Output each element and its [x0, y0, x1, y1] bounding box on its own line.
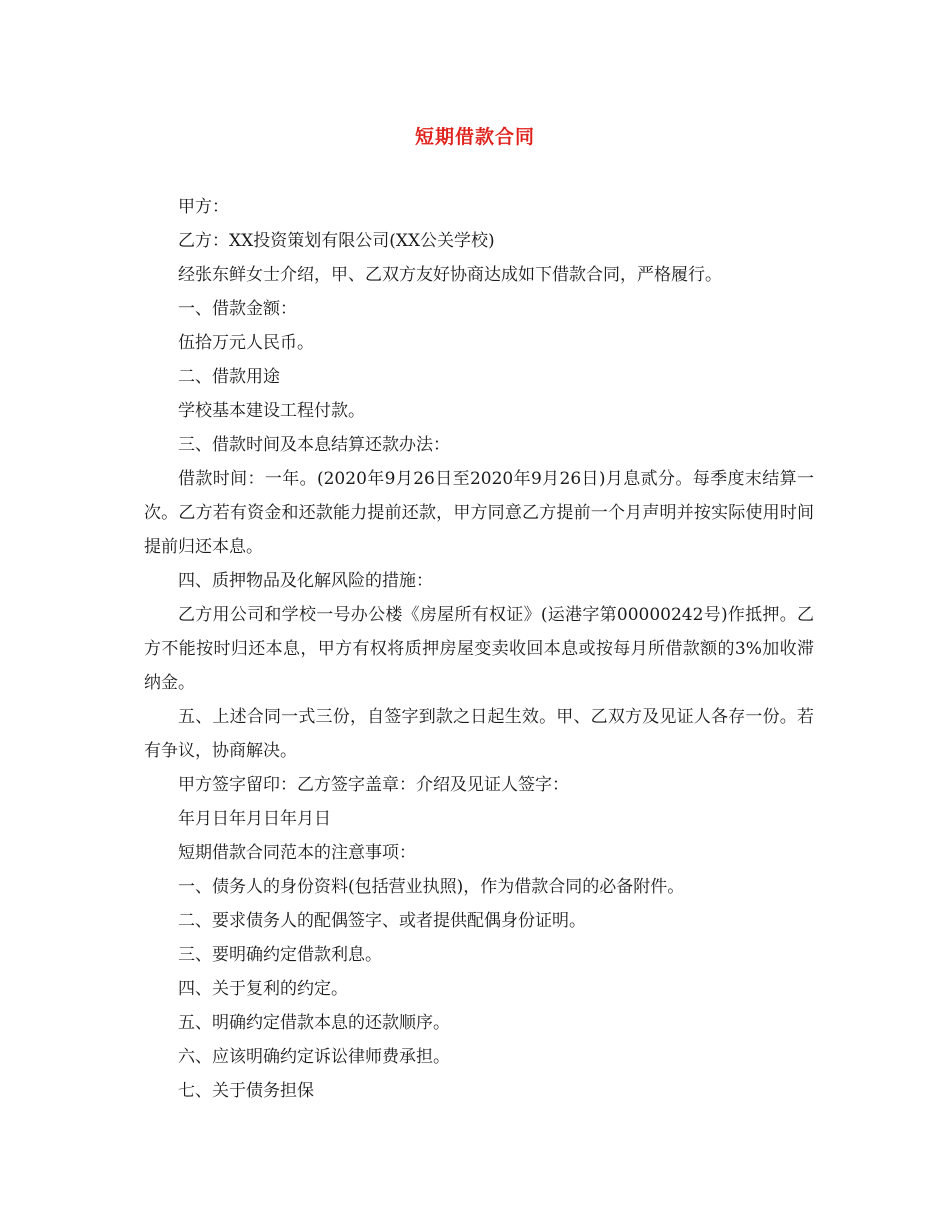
notes-heading: 短期借款合同范本的注意事项：: [178, 843, 416, 863]
loan-purpose: 学校基本建设工程付款。: [178, 401, 365, 421]
note-item: 五、明确约定借款本息的还款顺序。: [178, 1013, 450, 1033]
note-item: 二、要求债务人的配偶签字、或者提供配偶身份证明。: [178, 911, 586, 931]
signature-line: 甲方签字留印：乙方签字盖章：介绍及见证人签字：: [178, 775, 569, 795]
section-heading-collateral: 四、质押物品及化解风险的措施：: [178, 571, 433, 591]
loan-amount: 伍拾万元人民币。: [178, 333, 314, 353]
note-item: 七、关于债务担保: [178, 1081, 314, 1101]
document-title: 短期借款合同: [414, 126, 535, 148]
note-item: 三、要明确约定借款利息。: [178, 945, 382, 965]
note-item: 六、应该明确约定诉讼律师费承担。: [178, 1047, 450, 1067]
section-heading-purpose: 二、借款用途: [178, 367, 280, 387]
repayment-paragraph: 借款时间：一年。(2020年9月26日至2020年9月26日)月息贰分。每季度末结算一次。乙方若有资金和还款能力提前还款，甲方同意乙方提前一个月声明并按实际使用时间提前归还本息。: [144, 469, 814, 557]
note-item: 一、债务人的身份资料(包括营业执照)，作为借款合同的必备附件。: [178, 877, 685, 897]
section-heading-repayment: 三、借款时间及本息结算还款办法：: [178, 435, 450, 455]
party-b-line: 乙方：XX投资策划有限公司(XX公关学校): [178, 231, 495, 251]
date-line: 年月日年月日年月日: [178, 809, 331, 829]
collateral-paragraph: 乙方用公司和学校一号办公楼《房屋所有权证》(运港字第00000242号)作抵押。乙方不能按时归还本息，甲方有权将质押房屋变卖收回本息或按每月所借款额的3%加收滞纳金。: [144, 605, 814, 693]
party-a-line: 甲方：: [178, 197, 229, 217]
note-item: 四、关于复利的约定。: [178, 979, 348, 999]
document-body: [144, 190, 814, 1108]
section-heading-amount: 一、借款金额：: [178, 299, 297, 319]
effectiveness-paragraph: 五、上述合同一式三份，自签字到款之日起生效。甲、乙双方及见证人各存一份。若有争议，协商解决。: [144, 707, 814, 761]
intro-paragraph: 经张东鲜女士介绍，甲、乙双方友好协商达成如下借款合同，严格履行。: [178, 265, 722, 285]
